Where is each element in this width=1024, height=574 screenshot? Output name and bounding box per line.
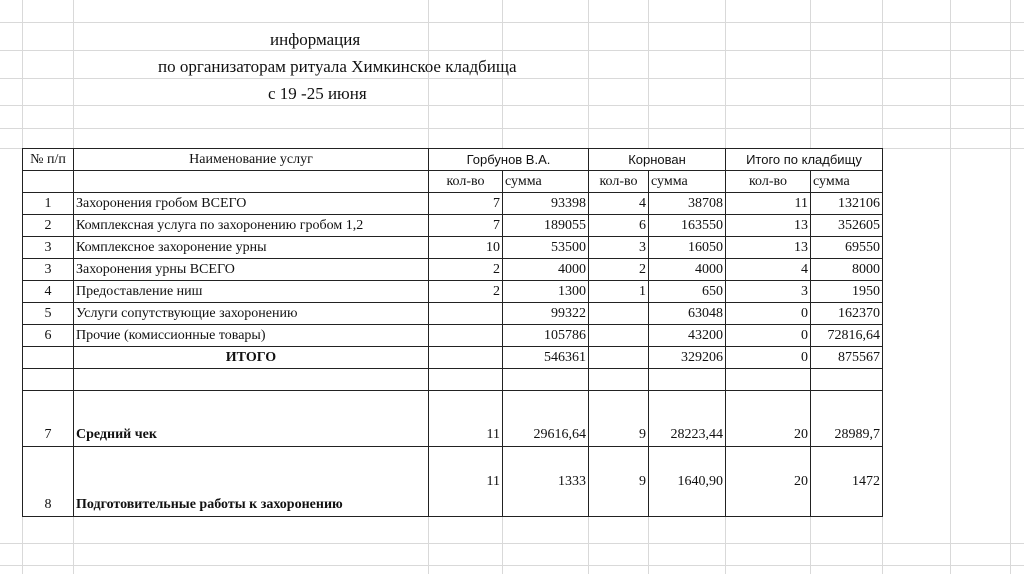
service-name[interactable]: Услуги сопутствующие захоронению — [74, 303, 429, 325]
qty-cell[interactable]: 20 — [726, 391, 811, 447]
row-number[interactable]: 3 — [23, 259, 74, 281]
row-number[interactable] — [23, 347, 74, 369]
cell[interactable] — [503, 369, 589, 391]
qty-cell[interactable]: 0 — [726, 347, 811, 369]
qty-cell[interactable]: 11 — [429, 447, 503, 517]
row-number[interactable]: 3 — [23, 237, 74, 259]
report-table — [22, 148, 883, 517]
qty-cell[interactable]: 0 — [726, 303, 811, 325]
service-name[interactable]: Захоронения урны ВСЕГО — [74, 259, 429, 281]
gridline — [950, 0, 951, 574]
sum-cell[interactable]: 4000 — [649, 259, 726, 281]
gridline — [0, 78, 1024, 79]
average-check-row — [23, 391, 883, 447]
sum-cell[interactable]: 93398 — [503, 193, 589, 215]
sum-cell[interactable]: 28223,44 — [649, 391, 726, 447]
sum-cell[interactable]: 875567 — [811, 347, 883, 369]
service-name[interactable]: Подготовительные работы к захоронению — [74, 447, 429, 517]
qty-cell[interactable]: 2 — [429, 259, 503, 281]
service-name[interactable]: Комплексная услуга по захоронению гробом 1,2 — [74, 215, 429, 237]
sum-cell[interactable]: 352605 — [811, 215, 883, 237]
qty-cell[interactable]: 11 — [726, 193, 811, 215]
table-row — [23, 325, 883, 347]
table-row — [23, 193, 883, 215]
sum-cell[interactable]: 38708 — [649, 193, 726, 215]
gridline — [0, 543, 1024, 544]
qty-cell[interactable] — [429, 347, 503, 369]
sum-cell[interactable]: 63048 — [649, 303, 726, 325]
gridline — [0, 565, 1024, 566]
header-total[interactable]: Итого по кладбищу — [726, 149, 883, 171]
qty-cell[interactable]: 3 — [726, 281, 811, 303]
cell[interactable] — [74, 171, 429, 193]
sum-cell[interactable]: 28989,7 — [811, 391, 883, 447]
cell[interactable] — [811, 369, 883, 391]
header-kornovan[interactable]: Корнован — [589, 149, 726, 171]
qty-cell[interactable]: 7 — [429, 215, 503, 237]
qty-cell[interactable]: 6 — [589, 215, 649, 237]
cell[interactable] — [726, 369, 811, 391]
sum-cell[interactable]: 650 — [649, 281, 726, 303]
sum-cell[interactable]: 132106 — [811, 193, 883, 215]
qty-cell[interactable]: 1 — [589, 281, 649, 303]
qty-cell[interactable]: 20 — [726, 447, 811, 517]
gridline — [1010, 0, 1011, 574]
header-num[interactable]: № п/п — [23, 149, 74, 171]
cell[interactable] — [429, 369, 503, 391]
sum-cell[interactable]: 546361 — [503, 347, 589, 369]
header-sum[interactable]: сумма — [811, 171, 883, 193]
sum-cell[interactable]: 1472 — [811, 447, 883, 517]
service-name[interactable]: Прочие (комиссионные товары) — [74, 325, 429, 347]
table-row — [23, 237, 883, 259]
row-number[interactable]: 2 — [23, 215, 74, 237]
sum-cell[interactable]: 105786 — [503, 325, 589, 347]
prep-works-row — [23, 447, 883, 517]
header-sum[interactable]: сумма — [503, 171, 589, 193]
cell[interactable] — [23, 369, 74, 391]
header-qty[interactable]: кол-во — [429, 171, 503, 193]
sum-cell[interactable]: 72816,64 — [811, 325, 883, 347]
row-number[interactable]: 8 — [23, 447, 74, 517]
qty-cell[interactable] — [589, 325, 649, 347]
qty-cell[interactable]: 13 — [726, 215, 811, 237]
sum-cell[interactable]: 1640,90 — [649, 447, 726, 517]
sum-cell[interactable]: 1950 — [811, 281, 883, 303]
qty-cell[interactable]: 4 — [726, 259, 811, 281]
qty-cell[interactable]: 0 — [726, 325, 811, 347]
header-qty[interactable]: кол-во — [726, 171, 811, 193]
header-name[interactable]: Наименование услуг — [74, 149, 429, 171]
gridline — [0, 128, 1024, 129]
qty-cell[interactable] — [429, 303, 503, 325]
sum-cell[interactable]: 29616,64 — [503, 391, 589, 447]
qty-cell[interactable]: 10 — [429, 237, 503, 259]
sum-cell[interactable]: 329206 — [649, 347, 726, 369]
title-line-1: информация — [270, 30, 361, 49]
sum-cell[interactable]: 1300 — [503, 281, 589, 303]
qty-cell[interactable]: 9 — [589, 447, 649, 517]
qty-cell[interactable]: 7 — [429, 193, 503, 215]
qty-cell[interactable]: 2 — [429, 281, 503, 303]
row-number[interactable]: 5 — [23, 303, 74, 325]
empty-row — [23, 369, 883, 391]
header-row — [23, 149, 883, 171]
sum-cell[interactable]: 162370 — [811, 303, 883, 325]
gridline — [0, 50, 1024, 51]
header-gorbunov[interactable]: Горбунов В.А. — [429, 149, 589, 171]
cell[interactable] — [74, 369, 429, 391]
row-number[interactable]: 4 — [23, 281, 74, 303]
sum-cell[interactable]: 4000 — [503, 259, 589, 281]
table-row — [23, 259, 883, 281]
sum-cell[interactable]: 16050 — [649, 237, 726, 259]
qty-cell[interactable]: 9 — [589, 391, 649, 447]
subheader-row — [23, 171, 883, 193]
qty-cell[interactable] — [429, 325, 503, 347]
service-name[interactable]: ИТОГО — [74, 347, 429, 369]
table-row — [23, 215, 883, 237]
qty-cell[interactable] — [589, 303, 649, 325]
sum-cell[interactable]: 69550 — [811, 237, 883, 259]
sum-cell[interactable]: 53500 — [503, 237, 589, 259]
gridline — [0, 105, 1024, 106]
qty-cell[interactable]: 13 — [726, 237, 811, 259]
header-sum[interactable]: сумма — [649, 171, 726, 193]
cell[interactable] — [589, 369, 649, 391]
row-number[interactable]: 7 — [23, 391, 74, 447]
header-qty[interactable]: кол-во — [589, 171, 649, 193]
title-line-2: по организаторам ритуала Химкинское кладбища — [158, 57, 517, 76]
qty-cell[interactable]: 11 — [429, 391, 503, 447]
total-row — [23, 347, 883, 369]
qty-cell[interactable]: 3 — [589, 237, 649, 259]
sum-cell[interactable]: 99322 — [503, 303, 589, 325]
table-row — [23, 303, 883, 325]
sum-cell[interactable]: 1333 — [503, 447, 589, 517]
qty-cell[interactable] — [589, 347, 649, 369]
cell[interactable] — [649, 369, 726, 391]
cell[interactable] — [23, 171, 74, 193]
qty-cell[interactable]: 2 — [589, 259, 649, 281]
sum-cell[interactable]: 163550 — [649, 215, 726, 237]
title-line-3: с 19 -25 июня — [268, 84, 367, 103]
table-row — [23, 281, 883, 303]
row-number[interactable]: 1 — [23, 193, 74, 215]
service-name[interactable]: Комплексное захоронение урны — [74, 237, 429, 259]
gridline — [0, 22, 1024, 23]
row-number[interactable]: 6 — [23, 325, 74, 347]
sum-cell[interactable]: 189055 — [503, 215, 589, 237]
sum-cell[interactable]: 8000 — [811, 259, 883, 281]
service-name[interactable]: Предоставление ниш — [74, 281, 429, 303]
sum-cell[interactable]: 43200 — [649, 325, 726, 347]
service-name[interactable]: Средний чек — [74, 391, 429, 447]
qty-cell[interactable]: 4 — [589, 193, 649, 215]
service-name[interactable]: Захоронения гробом ВСЕГО — [74, 193, 429, 215]
